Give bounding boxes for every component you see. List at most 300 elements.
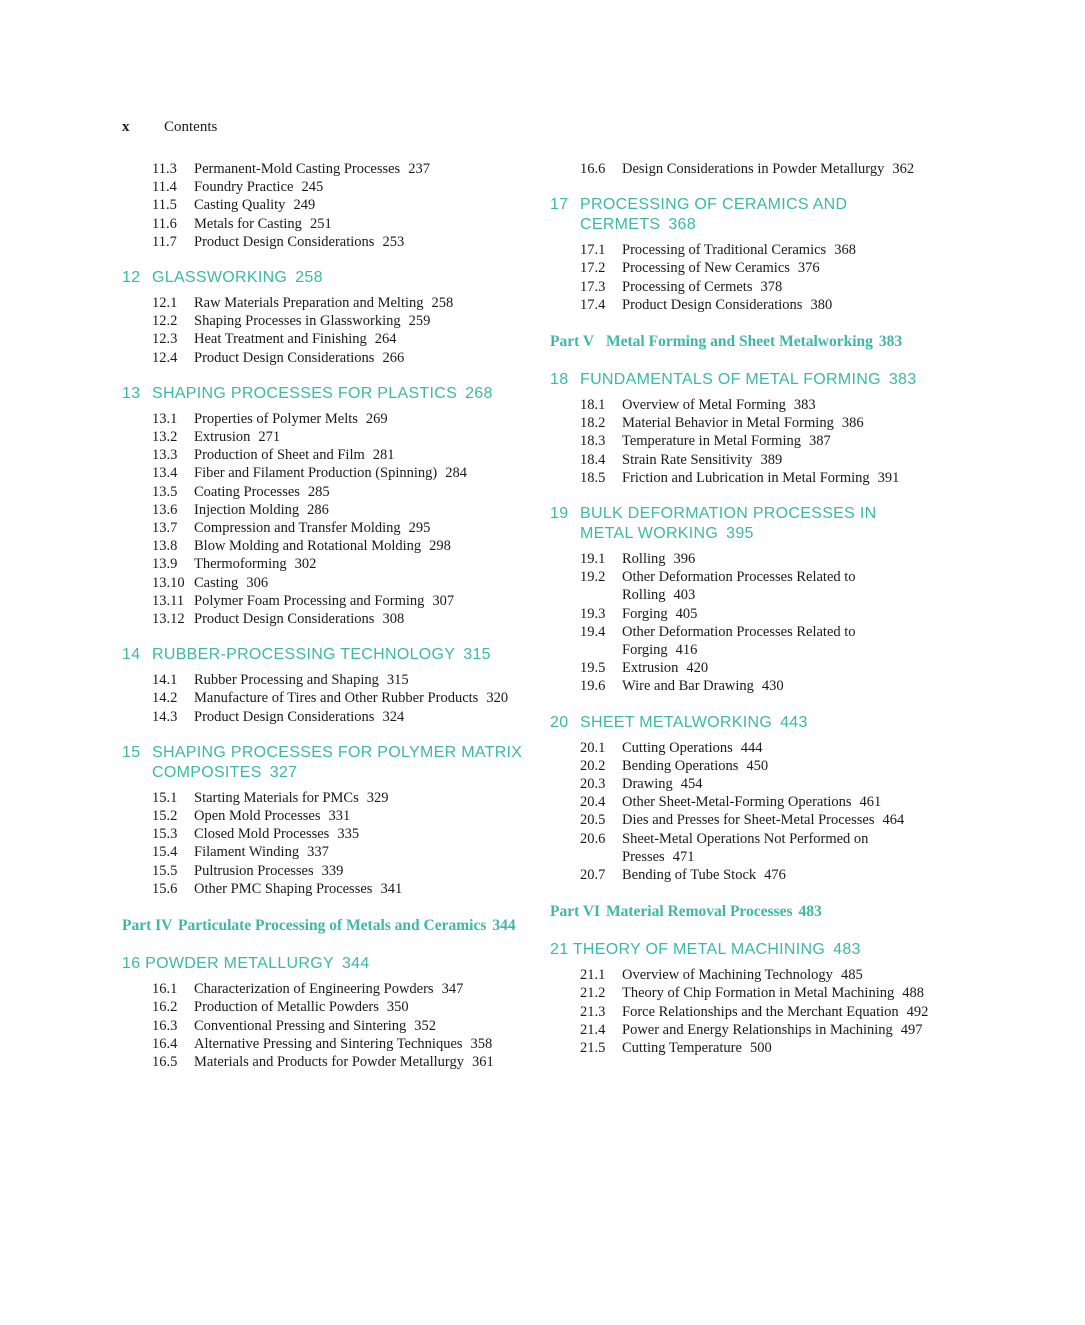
toc-entry[interactable]: [122, 555, 532, 573]
toc-entry[interactable]: [550, 605, 930, 623]
section-page: 488: [902, 985, 924, 1002]
section-title: Fiber and Filament Production (Spinning): [194, 465, 438, 482]
section-page: 251: [309, 215, 332, 232]
section-page: 324: [382, 708, 405, 725]
section-page: 307: [432, 592, 455, 609]
section-number: 13.9: [152, 556, 178, 573]
toc-entry[interactable]: [122, 1053, 532, 1071]
toc-entry[interactable]: [550, 677, 930, 695]
part-title: Metal Forming and Sheet Metalworking: [606, 333, 873, 351]
toc-entry[interactable]: [122, 537, 532, 555]
chapter-page: 395: [726, 525, 754, 543]
section-page: 295: [408, 520, 431, 537]
section-number: 20.7: [580, 867, 606, 884]
section-title: Friction and Lubrication in Metal Forming: [622, 469, 870, 486]
section-page: 380: [810, 296, 833, 313]
toc-entry[interactable]: [122, 807, 532, 825]
section-number: 20.2: [580, 757, 606, 774]
section-title: Heat Treatment and Finishing: [194, 331, 367, 348]
toc-entry[interactable]: [550, 775, 930, 793]
section-page: 497: [900, 1021, 923, 1038]
toc-entry[interactable]: [550, 550, 930, 568]
section-number: 13.8: [152, 538, 178, 555]
section-page: 281: [372, 447, 395, 464]
section-title: Rubber Processing and Shaping: [194, 672, 379, 689]
part-number: Part V: [550, 333, 595, 351]
section-number: 18.2: [580, 415, 606, 432]
chapter-page: 315: [463, 646, 491, 664]
section-title: Cutting Operations: [622, 739, 733, 756]
section-title: Materials and Products for Powder Metallurgy: [194, 1053, 464, 1070]
section-number: 17.1: [580, 242, 606, 259]
section-page: 358: [470, 1035, 493, 1052]
section-title: Compression and Transfer Molding: [194, 520, 401, 537]
section-page: 298: [429, 538, 451, 555]
section-number: 13.6: [152, 501, 178, 518]
chapter-heading[interactable]: [550, 940, 930, 960]
section-number: 13.4: [152, 465, 178, 482]
section-page: 430: [761, 678, 784, 695]
toc-entry[interactable]: [550, 1003, 930, 1021]
section-page: 286: [307, 501, 329, 518]
chapter-title: FUNDAMENTALS OF METAL FORMING: [580, 371, 881, 389]
section-number: 18.4: [580, 451, 606, 468]
section-title: Rolling: [622, 551, 666, 568]
toc-entry[interactable]: [550, 811, 930, 829]
toc-entry[interactable]: [122, 215, 532, 233]
chapter-title: 16 POWDER METALLURGY: [122, 955, 334, 973]
section-number: 21.5: [580, 1040, 606, 1057]
section-number: 19.1: [580, 551, 606, 568]
section-title: Manufacture of Tires and Other Rubber Products: [194, 690, 479, 707]
chapter-heading[interactable]: [550, 504, 930, 544]
section-number: 12.3: [152, 331, 178, 348]
toc-entry[interactable]: [550, 830, 930, 866]
section-title: Wire and Bar Drawing: [622, 678, 754, 695]
toc-entry[interactable]: [122, 312, 532, 330]
toc-entry[interactable]: [550, 396, 930, 414]
section-title: Blow Molding and Rotational Molding: [194, 538, 422, 555]
toc-entry[interactable]: [122, 428, 532, 446]
chapter-number: 19: [550, 505, 569, 523]
section-page: 352: [414, 1017, 436, 1034]
toc-entry[interactable]: [122, 178, 532, 196]
section-number: 11.4: [152, 179, 177, 196]
section-title: Properties of Polymer Melts: [194, 410, 358, 427]
section-number: 19.5: [580, 660, 606, 677]
toc-entry[interactable]: [550, 469, 930, 487]
toc-entry[interactable]: [550, 866, 930, 884]
section-page: 341: [380, 880, 403, 897]
chapter-page: 383: [888, 371, 917, 389]
section-page: 253: [382, 233, 405, 250]
chapter-title: SHEET METALWORKING: [580, 713, 773, 731]
section-page: 284: [445, 465, 468, 482]
section-title: Metals for Casting: [194, 215, 302, 232]
section-list: [550, 396, 930, 487]
toc-entry[interactable]: [122, 294, 532, 312]
toc-entry[interactable]: [550, 432, 930, 450]
chapter-heading[interactable]: [122, 384, 532, 404]
section-number: 15.6: [152, 880, 178, 897]
section-number: 11.3: [152, 161, 177, 177]
section-page: 266: [382, 349, 405, 366]
section-title: Open Mold Processes: [194, 808, 321, 825]
chapter-page: 258: [295, 269, 323, 287]
toc-entry[interactable]: [122, 410, 532, 428]
section-number: 18.3: [580, 433, 606, 450]
toc-entry[interactable]: [122, 880, 532, 898]
section-number: 14.3: [152, 708, 178, 725]
section-page: 335: [337, 826, 360, 843]
section-page: 454: [680, 776, 703, 793]
section-title: Bending Operations: [622, 757, 739, 774]
part-heading[interactable]: [550, 332, 930, 352]
section-number: 16.3: [152, 1017, 178, 1034]
section-number: 13.2: [152, 429, 178, 446]
section-number: 16.2: [152, 999, 178, 1016]
section-title: Filament Winding: [194, 844, 300, 861]
section-number: 17.2: [580, 260, 606, 277]
section-title: Theory of Chip Formation in Metal Machining: [622, 985, 895, 1002]
section-page: 271: [258, 429, 281, 446]
section-number: 15.4: [152, 844, 178, 861]
section-page: 350: [386, 999, 409, 1016]
toc-entry[interactable]: [122, 862, 532, 880]
chapter-heading[interactable]: [550, 713, 930, 733]
section-list: [122, 789, 532, 898]
section-title: Product Design Considerations: [194, 611, 375, 628]
toc-entry[interactable]: [122, 592, 532, 610]
section-title: Polymer Foam Processing and Forming: [194, 592, 425, 609]
toc-entry[interactable]: [550, 793, 930, 811]
section-number: 17.4: [580, 296, 606, 313]
section-title: Thermoforming: [194, 556, 287, 573]
part-title: Particulate Processing of Metals and Ceramics: [178, 917, 487, 935]
section-page: 476: [764, 867, 786, 884]
section-number: 14.2: [152, 690, 178, 707]
chapter-heading[interactable]: [550, 370, 930, 390]
section-page: 444: [740, 739, 763, 756]
chapter-number: 20: [550, 713, 569, 731]
part-page: 383: [878, 333, 903, 351]
part-page: 483: [798, 903, 822, 921]
section-page: 416: [675, 642, 698, 659]
toc-entry[interactable]: [550, 451, 930, 469]
section-list: [550, 966, 930, 1057]
section-page: 500: [749, 1040, 772, 1057]
section-page: 461: [859, 794, 882, 811]
section-number: 16.4: [152, 1035, 178, 1052]
toc-entry[interactable]: [122, 233, 532, 251]
section-title: Conventional Pressing and Sintering: [194, 1017, 407, 1034]
toc-entry[interactable]: [122, 196, 532, 214]
section-page: 420: [686, 660, 709, 677]
section-title: Foundry Practice: [194, 179, 294, 196]
section-page: 386: [841, 415, 864, 432]
section-title: Extrusion: [194, 429, 251, 446]
section-title: Shaping Processes in Glassworking: [194, 313, 401, 330]
section-title: Product Design Considerations: [194, 349, 375, 366]
toc-entry[interactable]: [122, 610, 532, 628]
section-number: 15.2: [152, 808, 178, 825]
section-page: 450: [746, 757, 769, 774]
toc-entry[interactable]: [122, 789, 532, 807]
section-page: 337: [307, 844, 329, 861]
section-number: 20.4: [580, 794, 606, 811]
part-page: 344: [492, 917, 516, 935]
toc-entry[interactable]: [122, 330, 532, 348]
chapter-title: 21 THEORY OF METAL MACHINING: [550, 941, 826, 959]
toc-entry[interactable]: [122, 998, 532, 1016]
toc-entry[interactable]: [122, 160, 532, 178]
section-title: Temperature in Metal Forming: [622, 433, 801, 450]
toc-entry[interactable]: [122, 825, 532, 843]
chapter-heading[interactable]: [122, 268, 532, 288]
section-page: 403: [673, 587, 696, 604]
section-list: [550, 739, 930, 885]
chapter-page: 483: [833, 941, 861, 959]
toc-entry[interactable]: [550, 966, 930, 984]
toc-entry[interactable]: [550, 739, 930, 757]
toc-entry[interactable]: [550, 1021, 930, 1039]
toc-entry[interactable]: [122, 843, 532, 861]
toc-entry[interactable]: [122, 501, 532, 519]
toc-entry[interactable]: [550, 757, 930, 775]
toc-column-left: [122, 160, 532, 1071]
section-list: [122, 294, 532, 367]
toc-entry[interactable]: [122, 708, 532, 726]
section-title: Material Behavior in Metal Forming: [622, 415, 834, 432]
section-page: 259: [408, 313, 431, 330]
chapter-page: 327: [269, 763, 298, 781]
section-title: Other Deformation Processes Related to Forging: [622, 623, 856, 659]
toc-entry[interactable]: [122, 671, 532, 689]
section-title: Starting Materials for PMCs: [194, 789, 359, 806]
chapter-number: 12: [122, 269, 141, 287]
section-title: Product Design Considerations: [194, 233, 375, 250]
section-page: 485: [840, 967, 863, 984]
chapter-heading[interactable]: [550, 195, 930, 235]
toc-entry[interactable]: [550, 160, 930, 178]
section-page: 249: [293, 197, 316, 214]
section-page: 396: [673, 551, 696, 568]
section-list: [550, 160, 930, 178]
section-number: 15.1: [152, 789, 178, 806]
chapter-number: 15: [122, 743, 141, 761]
toc-entry[interactable]: [550, 984, 930, 1002]
section-page: 492: [906, 1003, 929, 1020]
section-page: 471: [672, 848, 695, 865]
section-number: 13.1: [152, 410, 178, 427]
chapter-number: 18: [550, 371, 569, 389]
toc-entry[interactable]: [550, 659, 930, 677]
section-number: 11.5: [152, 197, 177, 214]
section-number: 12.1: [152, 295, 178, 312]
section-title: Power and Energy Relationships in Machining: [622, 1021, 893, 1038]
section-title: Product Design Considerations: [622, 296, 803, 313]
toc-entry[interactable]: [550, 568, 930, 604]
section-number: 20.5: [580, 812, 606, 829]
chapter-number: 13: [122, 384, 141, 402]
section-number: 15.5: [152, 862, 178, 879]
toc-entry[interactable]: [122, 574, 532, 592]
section-page: 285: [307, 483, 330, 500]
section-number: 20.1: [580, 739, 606, 756]
section-title: Casting Quality: [194, 197, 286, 214]
section-page: 376: [797, 260, 820, 277]
chapter-title: PROCESSING OF CERAMICS AND CERMETS: [580, 196, 848, 234]
section-title: Alternative Pressing and Sintering Techniques: [194, 1035, 463, 1052]
section-list: [550, 550, 930, 696]
section-title: Other Sheet-Metal-Forming Operations: [622, 794, 852, 811]
chapter-page: 344: [341, 955, 370, 973]
section-list: [122, 671, 532, 726]
section-number: 12.2: [152, 313, 178, 330]
section-page: 264: [374, 331, 397, 348]
part-heading[interactable]: [122, 916, 532, 936]
section-page: 387: [808, 433, 831, 450]
section-page: 389: [760, 451, 783, 468]
section-title: Forging: [622, 605, 668, 622]
section-number: 20.6: [580, 830, 606, 847]
section-page: 258: [431, 295, 454, 312]
toc-entry[interactable]: [122, 464, 532, 482]
part-number: Part VI: [550, 903, 601, 921]
section-page: 320: [486, 690, 509, 707]
section-number: 13.10: [152, 574, 185, 591]
page-number: x: [122, 119, 130, 135]
section-number: 17.3: [580, 278, 606, 295]
section-page: 329: [366, 789, 389, 806]
section-title: Cutting Temperature: [622, 1040, 742, 1057]
section-number: 13.5: [152, 483, 178, 500]
section-page: 383: [793, 397, 816, 414]
section-page: 302: [294, 556, 317, 573]
section-number: 13.3: [152, 447, 178, 464]
section-number: 16.6: [580, 161, 606, 177]
section-title: Overview of Machining Technology: [622, 967, 833, 984]
section-page: 368: [834, 242, 856, 259]
chapter-number: 14: [122, 646, 141, 664]
section-list: [550, 241, 930, 314]
section-number: 13.11: [152, 592, 185, 609]
section-title: Other Deformation Processes Related to Rolling: [622, 569, 856, 604]
section-number: 18.5: [580, 469, 606, 486]
chapter-heading[interactable]: [122, 645, 532, 665]
section-title: Injection Molding: [194, 501, 300, 518]
toc-entry[interactable]: [122, 483, 532, 501]
section-page: 308: [382, 611, 405, 628]
section-title: Processing of Cermets: [622, 278, 753, 295]
part-heading[interactable]: [550, 902, 930, 922]
section-page: 405: [675, 605, 698, 622]
section-page: 362: [892, 161, 915, 177]
section-title: Force Relationships and the Merchant Equation: [622, 1003, 899, 1020]
section-title: Overview of Metal Forming: [622, 397, 786, 414]
toc-entry[interactable]: [550, 296, 930, 314]
section-number: 21.3: [580, 1003, 606, 1020]
section-title: Strain Rate Sensitivity: [622, 451, 753, 468]
section-title: Production of Sheet and Film: [194, 447, 365, 464]
section-page: 306: [246, 574, 269, 591]
section-title: Dies and Presses for Sheet-Metal Processes: [622, 812, 875, 829]
section-title: Extrusion: [622, 660, 679, 677]
section-title: Production of Metallic Powders: [194, 999, 379, 1016]
toc-column-right: [550, 160, 930, 1057]
section-title: Processing of New Ceramics: [622, 260, 790, 277]
section-title: Pultrusion Processes: [194, 862, 314, 879]
section-list: [122, 160, 532, 251]
section-title: Raw Materials Preparation and Melting: [194, 295, 424, 312]
toc-entry[interactable]: [122, 1017, 532, 1035]
section-title: Drawing: [622, 776, 673, 793]
toc-entry[interactable]: [550, 623, 930, 659]
section-page: 378: [760, 278, 783, 295]
toc-entry[interactable]: [122, 1035, 532, 1053]
section-number: 16.1: [152, 981, 178, 998]
section-number: 12.4: [152, 349, 178, 366]
chapter-title: SHAPING PROCESSES FOR POLYMER MATRIX COMPOSITES: [152, 743, 523, 781]
section-title: Other PMC Shaping Processes: [194, 880, 373, 897]
section-number: 11.6: [152, 215, 177, 232]
part-number: Part IV: [122, 917, 173, 935]
toc-entry[interactable]: [122, 689, 532, 707]
chapter-page: 443: [780, 713, 808, 731]
section-number: 19.6: [580, 678, 606, 695]
section-number: 11.7: [152, 233, 177, 250]
section-page: 347: [441, 981, 464, 998]
toc-entry[interactable]: [122, 349, 532, 367]
toc-entry[interactable]: [550, 241, 930, 259]
toc-entry[interactable]: [122, 980, 532, 998]
section-number: 20.3: [580, 776, 606, 793]
section-number: 21.2: [580, 985, 606, 1002]
section-number: 18.1: [580, 397, 606, 414]
section-number: 21.4: [580, 1021, 606, 1038]
section-title: Design Considerations in Powder Metallurgy: [622, 161, 885, 177]
section-page: 339: [321, 862, 344, 879]
toc-entry[interactable]: [122, 446, 532, 464]
chapter-page: 368: [668, 216, 696, 234]
section-title: Sheet-Metal Operations Not Performed on Presses: [622, 830, 869, 865]
chapter-heading[interactable]: [122, 954, 532, 974]
toc-entry[interactable]: [550, 414, 930, 432]
toc-entry[interactable]: [550, 259, 930, 277]
section-page: 245: [301, 179, 324, 196]
toc-entry[interactable]: [550, 1039, 930, 1057]
chapter-page: 268: [465, 384, 493, 402]
toc-entry[interactable]: [550, 278, 930, 296]
section-number: 14.1: [152, 672, 178, 689]
chapter-title: RUBBER-PROCESSING TECHNOLOGY: [152, 646, 456, 664]
section-title: Closed Mold Processes: [194, 826, 330, 843]
section-title: Processing of Traditional Ceramics: [622, 242, 827, 259]
section-number: 21.1: [580, 967, 606, 984]
section-title: Coating Processes: [194, 483, 300, 500]
chapter-title: BULK DEFORMATION PROCESSES IN METAL WORKING: [580, 505, 877, 543]
section-title: Characterization of Engineering Powders: [194, 981, 434, 998]
section-page: 391: [877, 469, 900, 486]
chapter-heading[interactable]: [122, 743, 532, 783]
section-page: 464: [882, 812, 905, 829]
section-page: 331: [328, 808, 351, 825]
section-number: 19.3: [580, 605, 606, 622]
section-list: [122, 980, 532, 1071]
toc-entry[interactable]: [122, 519, 532, 537]
section-number: 13.7: [152, 520, 178, 537]
section-title: Permanent-Mold Casting Processes: [194, 161, 401, 177]
